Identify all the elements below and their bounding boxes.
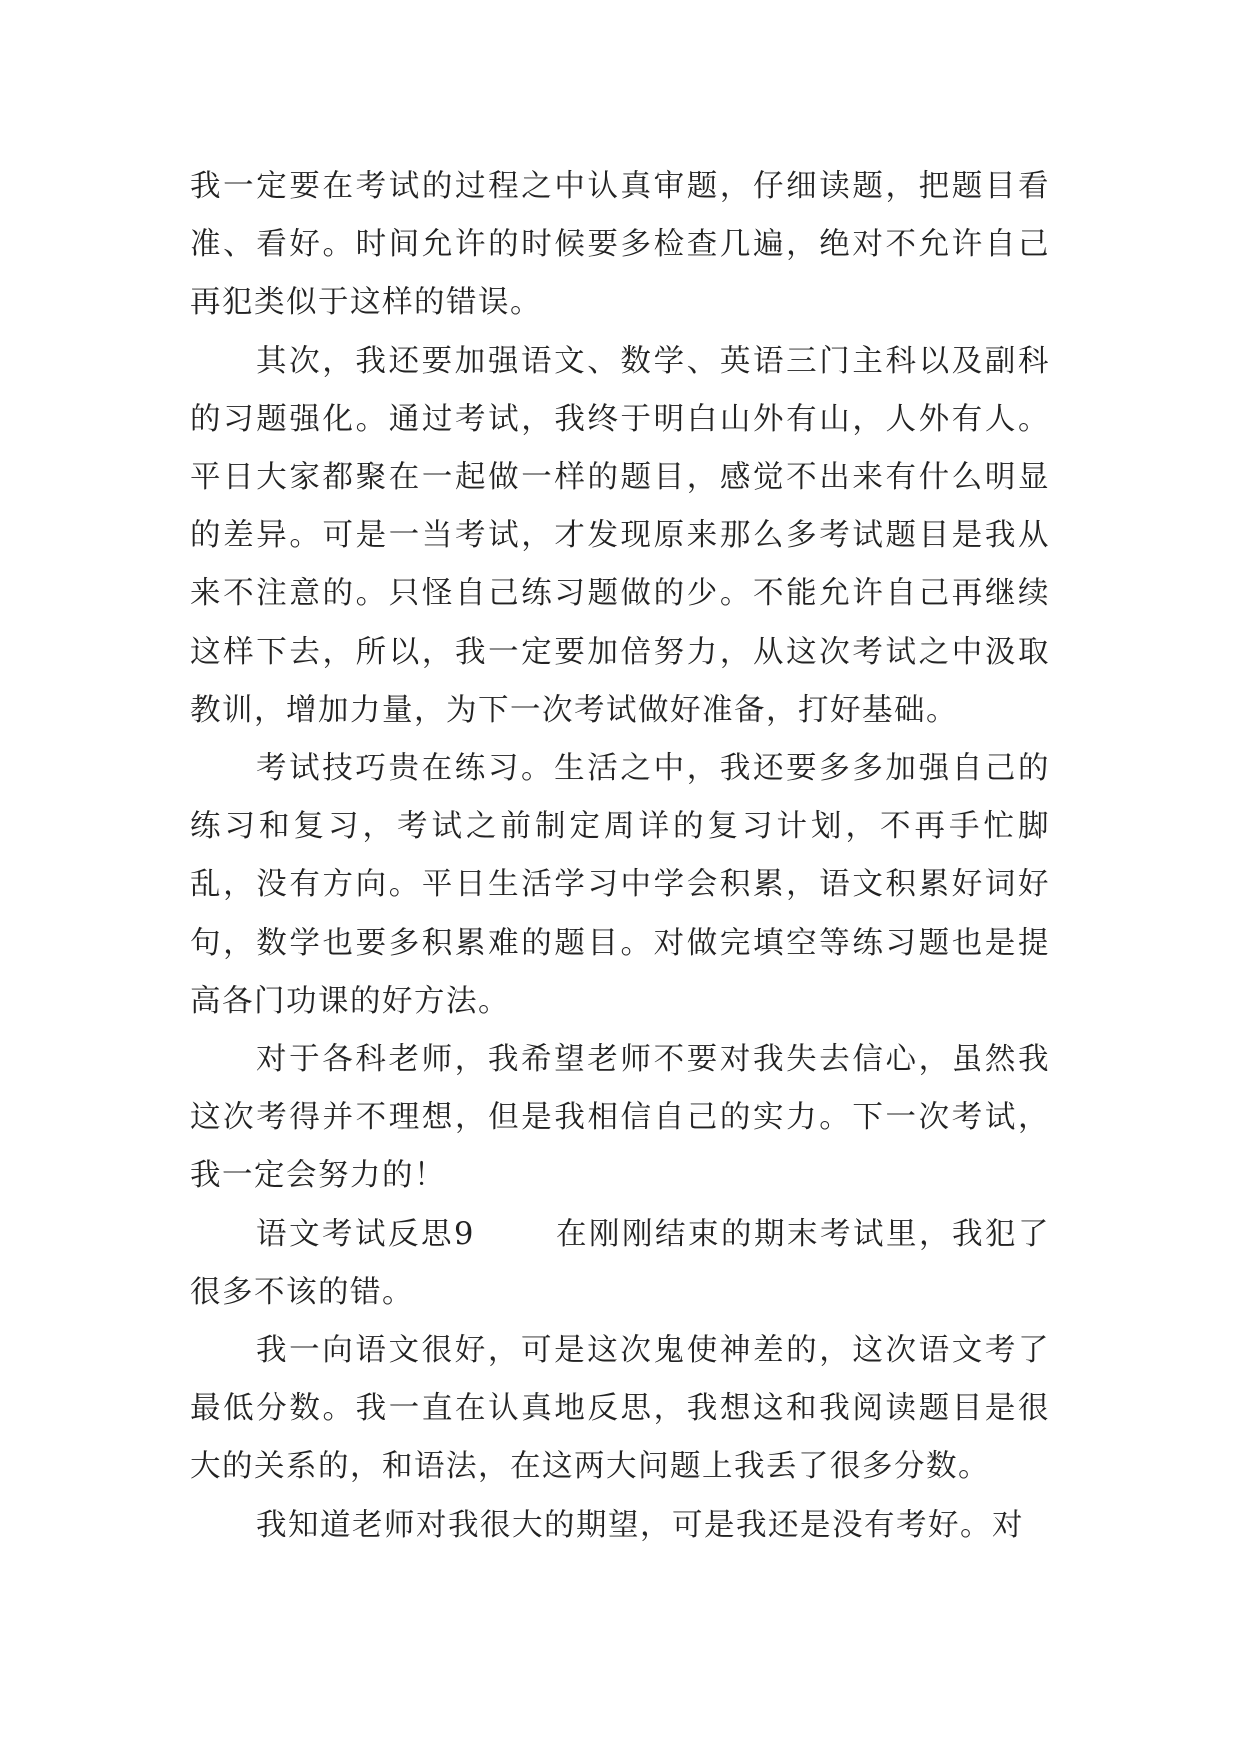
- paragraph-text: 其次，我还要加强语文、数学、英语三门主科以及副科的习题强化。通过考试，我终于明白山外有山，人外有人。平日大家都聚在一起做一样的题目，感觉不出来有什么明显的差异。可是一当考试，才发现原来那么多考试题目是我从来不注意的。只怪自己练习题做的少。不能允许自己再继续这样下去，所以，我一定要加倍努力，从这次考试之中汲取教训，增加力量，为下一次考试做好准备，打好基础。: [190, 343, 1050, 728]
- paragraph-text: 考试技巧贵在练习。生活之中，我还要多多加强自己的练习和复习，考试之前制定周详的复习计划，不再手忙脚乱，没有方向。平日生活学习中学会积累，语文积累好词好句，数学也要多积累难的题目。对做完填空等练习题也是提高各门功课的好方法。: [190, 751, 1050, 1019]
- paragraph-3: [190, 740, 1050, 1031]
- paragraph-text: 我知道老师对我很大的期望，可是我还是没有考好。对: [256, 1507, 1024, 1543]
- section-heading: 语文考试反思9: [256, 1216, 475, 1252]
- paragraph-text: 在刚刚结束的期末考试里，我犯了很多不该的错。: [190, 1216, 1051, 1310]
- paragraph-7: [190, 1497, 1050, 1555]
- paragraph-1: [190, 158, 1050, 333]
- paragraph-5: [190, 1206, 1050, 1322]
- paragraph-4: [190, 1031, 1050, 1206]
- paragraph-text: 我一定要在考试的过程之中认真审题，仔细读题，把题目看准、看好。时间允许的时候要多检查几遍，绝对不允许自己再犯类似于这样的错误。: [190, 169, 1050, 321]
- paragraph-2: [190, 333, 1050, 740]
- document-body: [190, 158, 1050, 1555]
- paragraph-text: 我一向语文很好，可是这次鬼使神差的，这次语文考了最低分数。我一直在认真地反思，我想这和我阅读题目是很大的关系的，和语法，在这两大问题上我丢了很多分数。: [190, 1333, 1050, 1485]
- paragraph-text: 对于各科老师，我希望老师不要对我失去信心，虽然我这次考得并不理想，但是我相信自己的实力。下一次考试，我一定会努力的！: [190, 1042, 1050, 1194]
- paragraph-6: [190, 1322, 1050, 1497]
